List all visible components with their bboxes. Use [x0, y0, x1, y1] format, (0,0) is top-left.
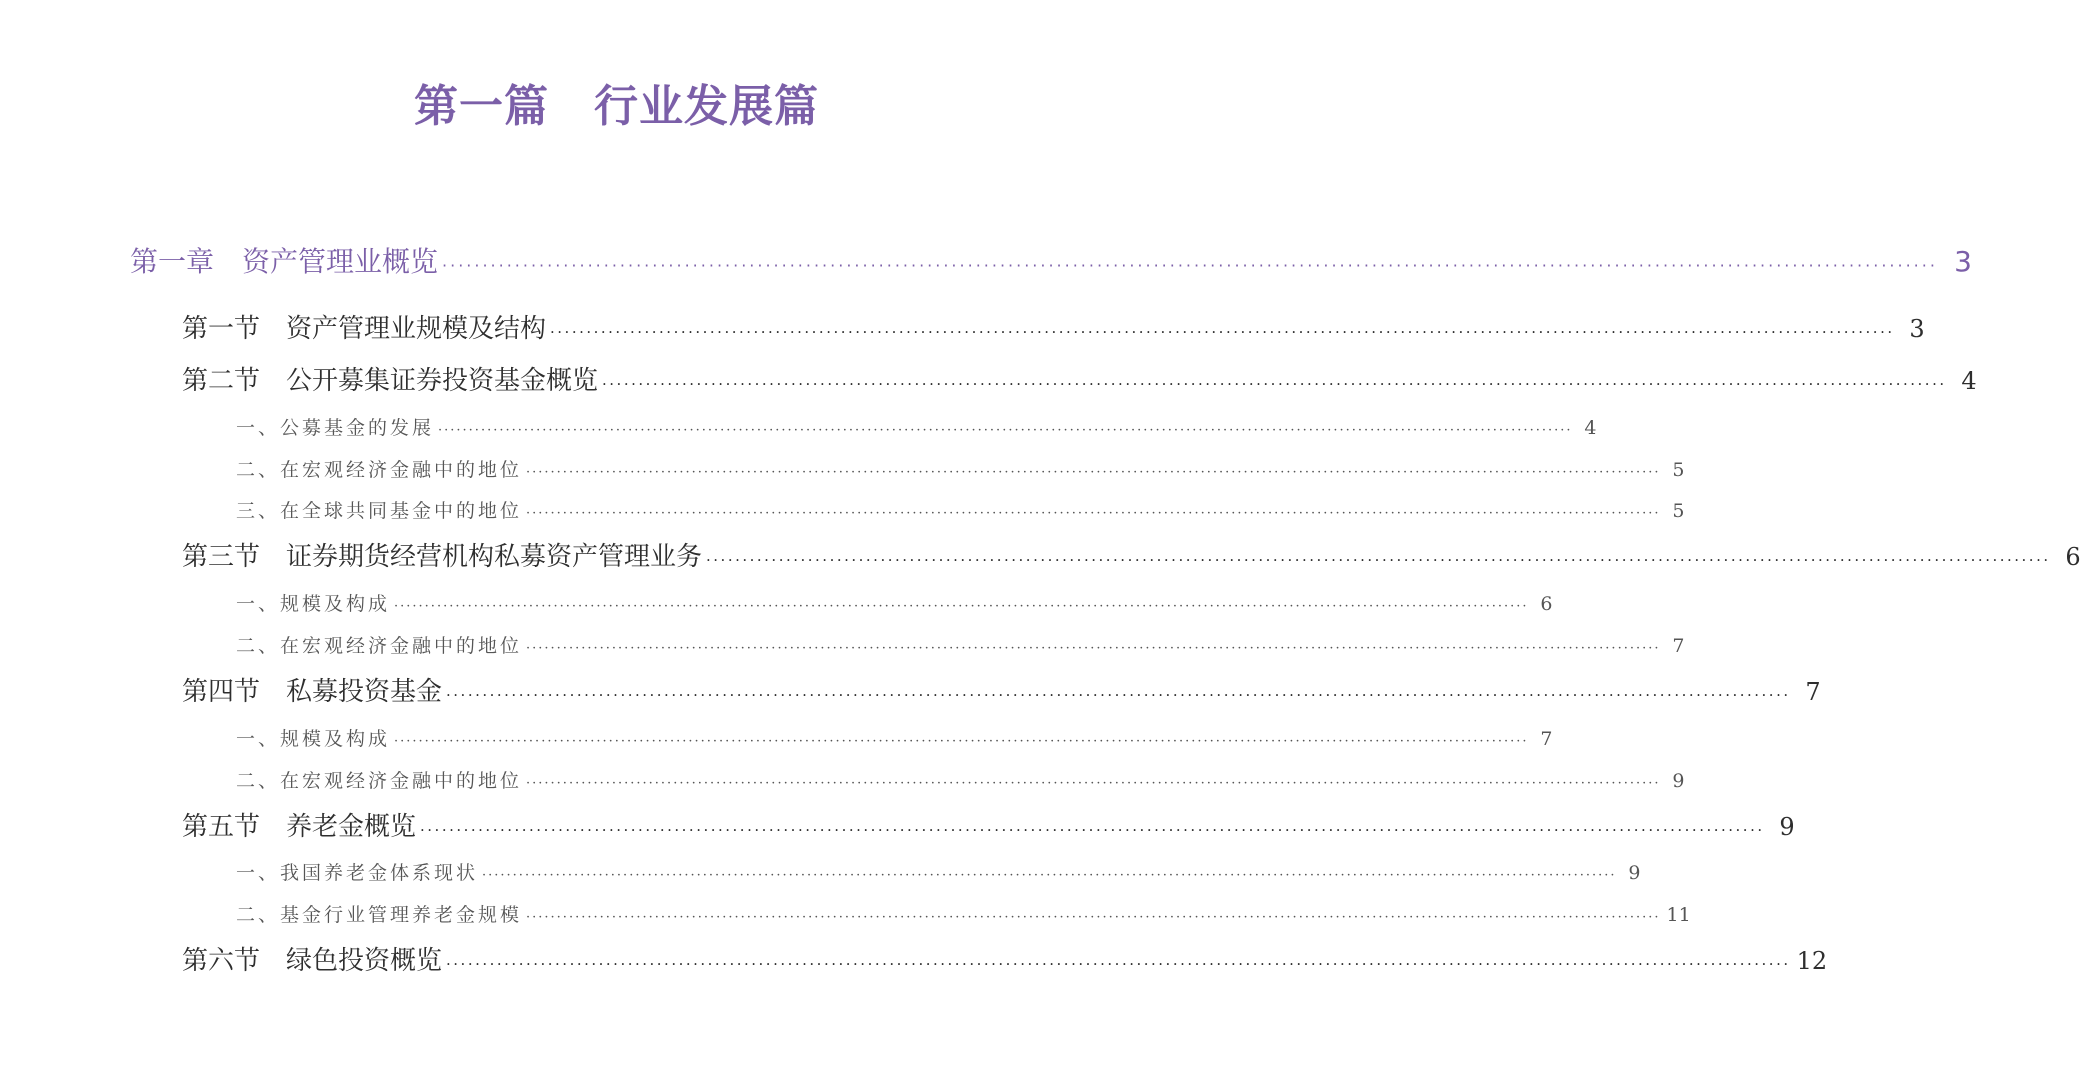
toc-subitem-label: 二、在宏观经济金融中的地位: [236, 635, 523, 657]
toc-page-number: 9: [1672, 770, 1685, 792]
toc-section-1[interactable]: [182, 308, 1925, 345]
toc-subitem[interactable]: [236, 766, 1685, 793]
toc-page-number: 4: [1584, 417, 1597, 439]
toc-subitem-label: 二、在宏观经济金融中的地位: [236, 770, 523, 792]
toc-leader: ·························································································································································································: [442, 256, 1938, 275]
toc-section-2[interactable]: [182, 360, 1977, 397]
toc-leader: ·························································································································································································: [482, 868, 1617, 883]
toc-page-number: 5: [1672, 459, 1685, 481]
toc-chapter-label: 第一章 资产管理业概览: [130, 245, 439, 278]
toc-leader: ·························································································································································································: [602, 375, 1947, 393]
toc-leader: ·························································································································································································: [446, 955, 1791, 973]
toc-chapter-1[interactable]: [130, 240, 1972, 280]
toc-leader: ·························································································································································································: [550, 323, 1895, 341]
toc-section-label: 第五节 养老金概览: [182, 812, 417, 842]
toc-subitem-label: 一、规模及构成: [236, 593, 391, 615]
toc-section-label: 第三节 证券期货经营机构私募资产管理业务: [182, 542, 703, 572]
toc-leader: ·························································································································································································: [526, 910, 1661, 925]
toc-leader: ·························································································································································································: [446, 686, 1791, 704]
toc-subitem[interactable]: [236, 589, 1553, 616]
toc-subitem-label: 二、基金行业管理养老金规模: [236, 904, 523, 926]
toc-page-number: 3: [1909, 315, 1925, 343]
toc-page-number: 7: [1672, 635, 1685, 657]
toc-leader: ·························································································································································································: [526, 776, 1661, 791]
toc-section-4[interactable]: [182, 671, 1821, 708]
toc-leader: ·························································································································································································: [394, 599, 1529, 614]
toc-section-label: 第六节 绿色投资概览: [182, 946, 443, 976]
toc-leader: ·························································································································································································: [526, 641, 1661, 656]
toc-page-number: 6: [2065, 543, 2081, 571]
toc-leader: ·························································································································································································: [394, 734, 1529, 749]
toc-page-number: 9: [1779, 813, 1795, 841]
toc-section-label: 第一节 资产管理业规模及结构: [182, 314, 547, 344]
toc-subitem-label: 一、规模及构成: [236, 728, 391, 750]
toc-subitem-label: 一、公募基金的发展: [236, 417, 435, 439]
toc-page-number: 7: [1805, 678, 1821, 706]
toc-subitem-label: 一、我国养老金体系现状: [236, 862, 479, 884]
toc-subitem[interactable]: [236, 631, 1685, 658]
part-title: 第一篇 行业发展篇: [414, 81, 819, 132]
toc-subitem[interactable]: [236, 858, 1641, 885]
toc-subitem-label: 三、在全球共同基金中的地位: [236, 500, 523, 522]
toc-page-number: 7: [1540, 728, 1553, 750]
toc-subitem[interactable]: [236, 413, 1597, 440]
toc-leader: ·························································································································································································: [706, 551, 2051, 569]
toc-subitem[interactable]: [236, 496, 1685, 523]
toc-leader: ·························································································································································································: [420, 821, 1765, 839]
toc-section-5[interactable]: [182, 806, 1795, 843]
toc-subitem[interactable]: [236, 455, 1685, 482]
toc-leader: ·························································································································································································: [526, 465, 1661, 480]
toc-leader: ·························································································································································································: [438, 423, 1573, 438]
toc-page-number: 6: [1540, 593, 1553, 615]
toc-section-label: 第二节 公开募集证券投资基金概览: [182, 366, 599, 396]
toc-section-3[interactable]: [182, 536, 2081, 573]
toc-page-number: 12: [1796, 947, 1828, 975]
toc-subitem[interactable]: [236, 724, 1553, 751]
toc-page-number: 9: [1628, 862, 1641, 884]
toc-page-number: 4: [1961, 367, 1977, 395]
toc-page-number: 11: [1666, 904, 1691, 926]
toc-subitem[interactable]: [236, 900, 1691, 927]
toc-subitem-label: 二、在宏观经济金融中的地位: [236, 459, 523, 481]
toc-section-6[interactable]: [182, 940, 1828, 977]
toc-section-label: 第四节 私募投资基金: [182, 677, 443, 707]
toc-page-number: 3: [1954, 245, 1972, 278]
toc-page-number: 5: [1672, 500, 1685, 522]
toc-leader: ·························································································································································································: [526, 506, 1661, 521]
